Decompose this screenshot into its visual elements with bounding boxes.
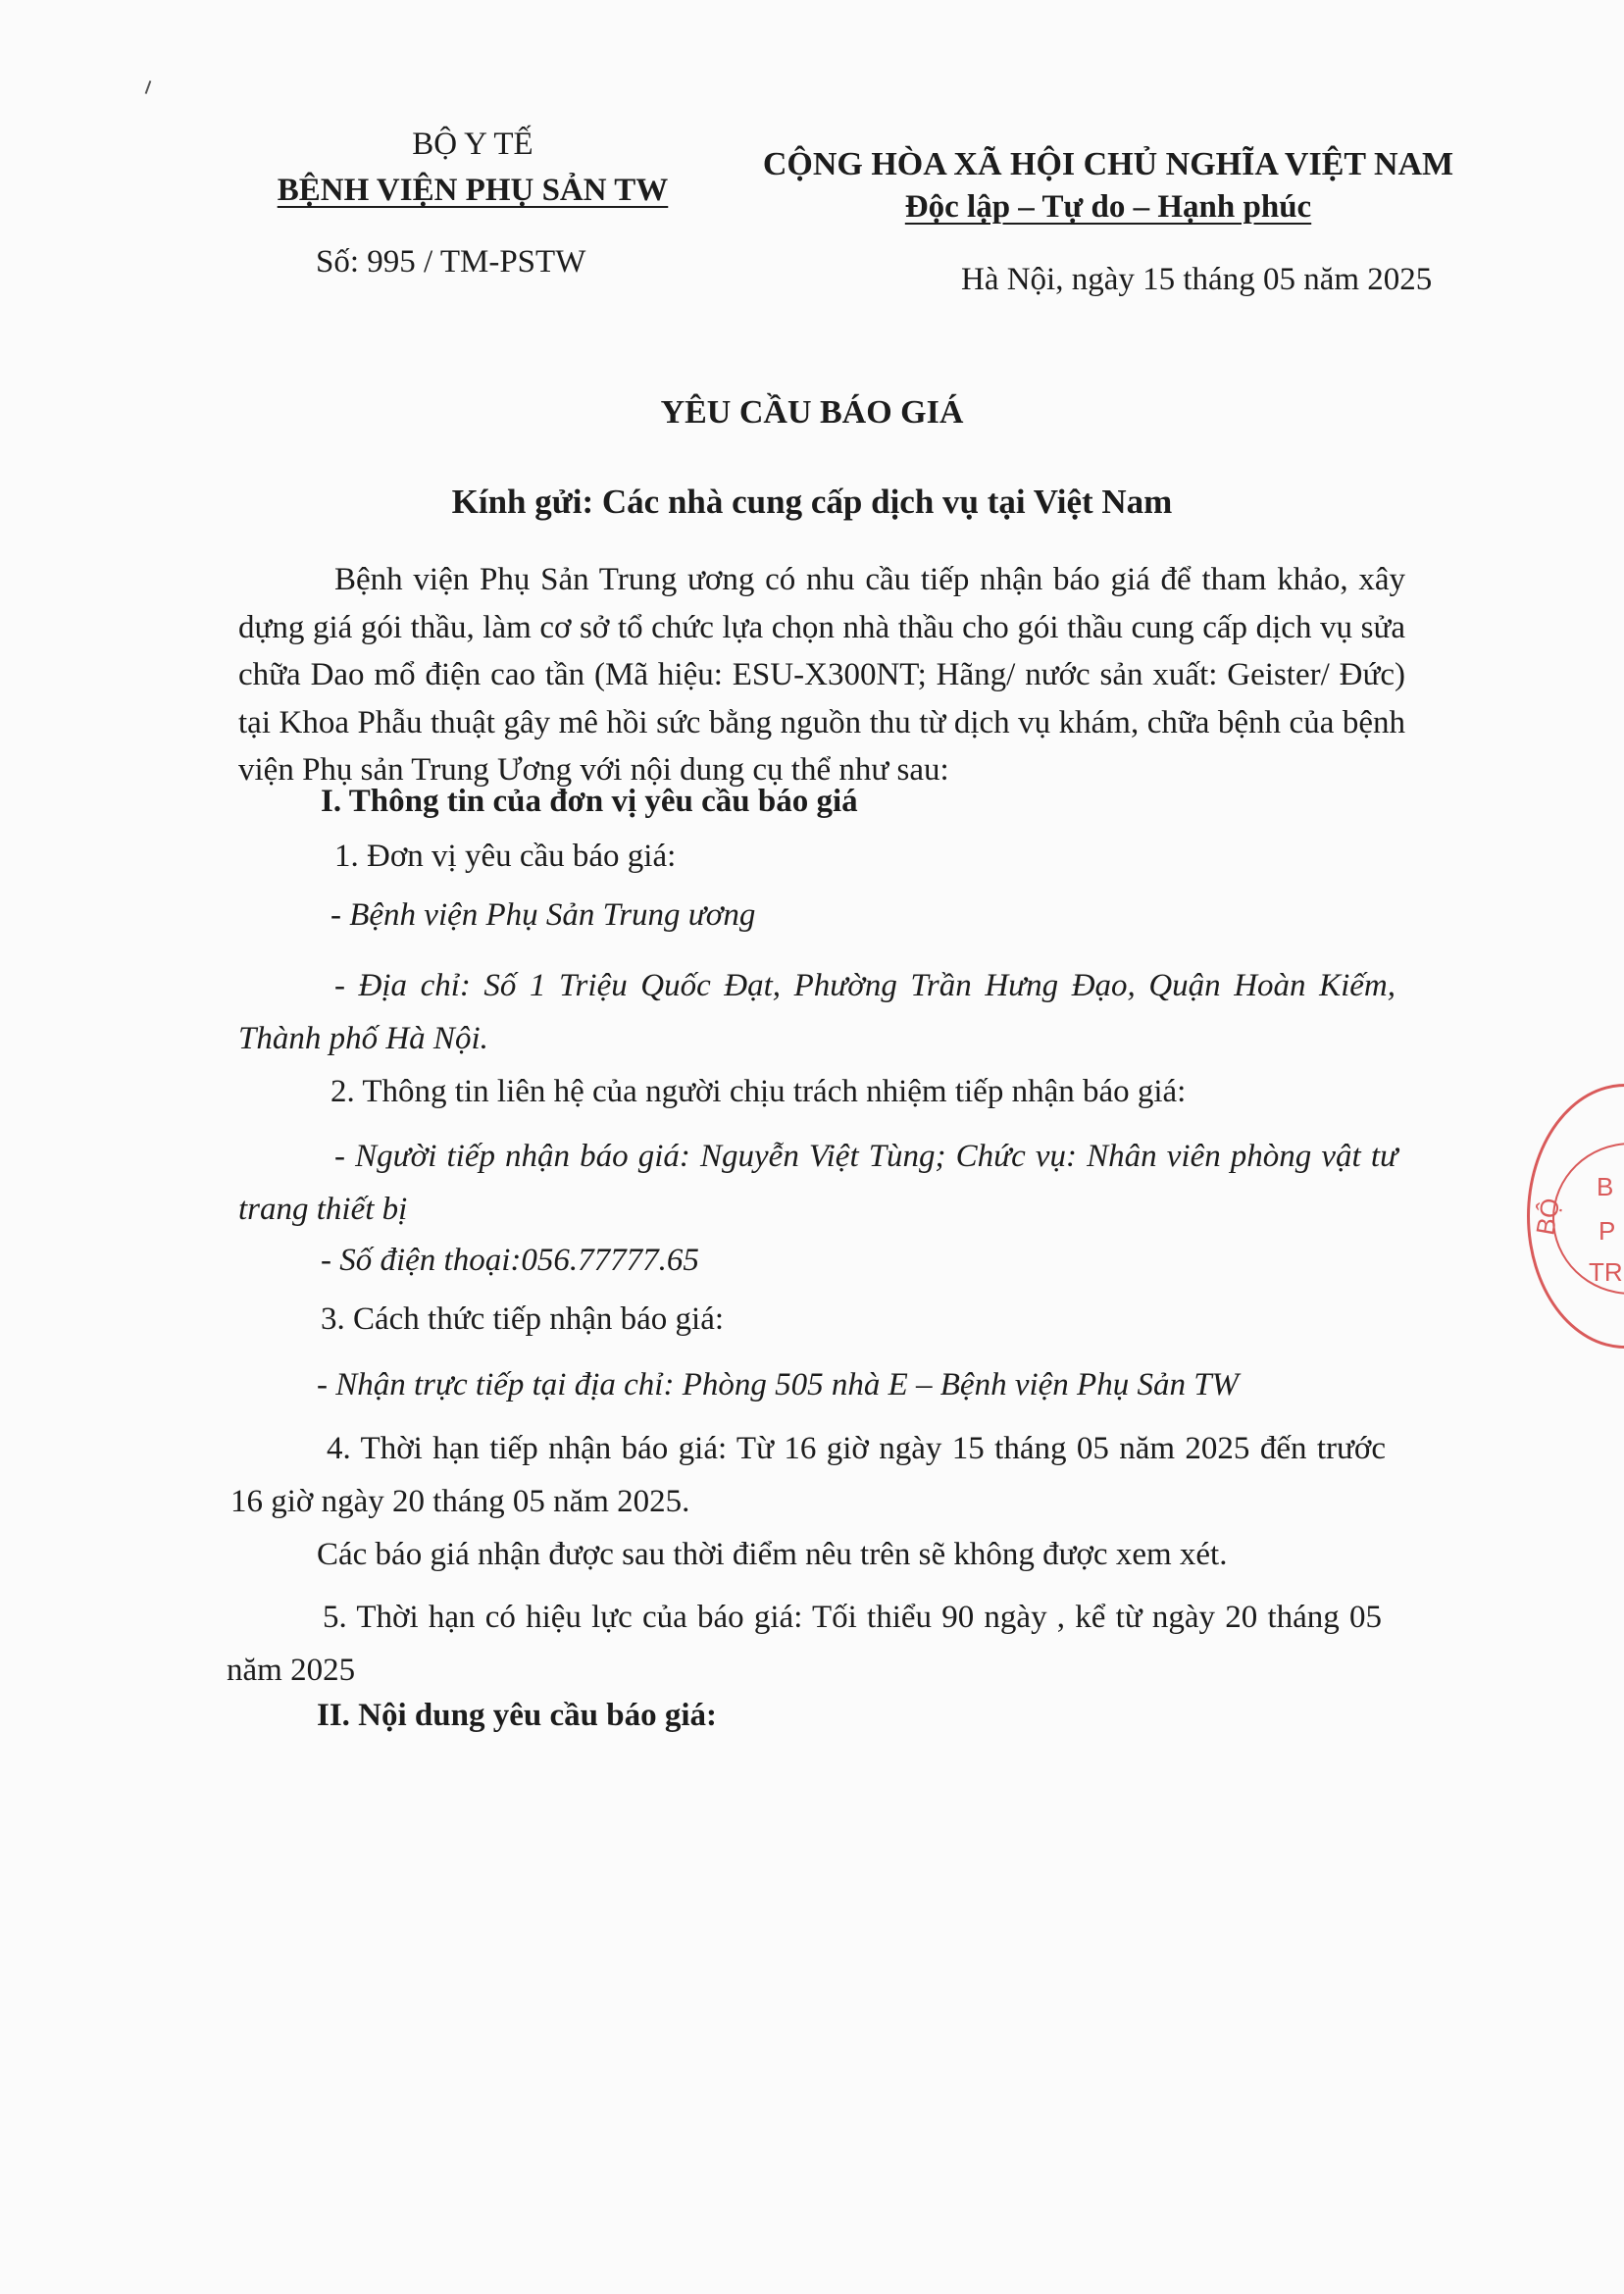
place-date: Hà Nội, ngày 15 tháng 05 năm 2025	[961, 262, 1433, 297]
receive-method: - Nhận trực tiếp tại địa chỉ: Phòng 505 nhà E – Bệnh viện Phụ Sản TW	[317, 1367, 1240, 1402]
unit-address: - Địa chỉ: Số 1 Triệu Quốc Đạt, Phường Trần Hưng Đạo, Quận Hoàn Kiếm, Thành phố Hà Nội.	[238, 968, 1396, 1056]
section-1-item-3: 3. Cách thức tiếp nhận báo giá:	[321, 1301, 725, 1337]
stamp-text-d: TR	[1589, 1257, 1623, 1287]
section-1-heading: I. Thông tin của đơn vị yêu cầu báo giá	[321, 784, 858, 819]
section-2-heading: II. Nội dung yêu cầu báo giá:	[317, 1698, 718, 1733]
document-title: YÊU CẦU BÁO GIÁ	[660, 394, 964, 431]
section-1-item-4: 4. Thời hạn tiếp nhận báo giá: Từ 16 giờ ngày 15 tháng 05 năm 2025 đến trước 16 giờ ngày 20 tháng 05 năm 2025.	[230, 1431, 1386, 1519]
section-1-item-2: 2. Thông tin liên hệ của người chịu trách nhiệm tiếp nhận báo giá:	[330, 1074, 1187, 1109]
contact-person: - Người tiếp nhận báo giá: Nguyễn Việt Tùng; Chức vụ: Nhân viên phòng vật tư trang thiết bị	[238, 1139, 1397, 1227]
nation-title: CỘNG HÒA XÃ HỘI CHỦ NGHĨA VIỆT NAM	[762, 146, 1454, 182]
contact-phone: - Số điện thoại:056.77777.65	[321, 1243, 699, 1278]
ministry-name: BỘ Y TẾ	[412, 127, 533, 162]
late-quotation-note: Các báo giá nhận được sau thời điểm nêu trên sẽ không được xem xét.	[317, 1537, 1228, 1572]
intro-paragraph: Bệnh viện Phụ Sản Trung ương có nhu cầu tiếp nhận báo giá để tham khảo, xây dựng giá gói thầu, làm cơ sở tổ chức lựa chọn nhà thầu cho gói thầu cung cấp dịch vụ sửa chữa Dao mổ điện cao tần (Mã hiệu: ESU-X300NT; Hãng/ nước sản xuất: Geister/ Đức) tại Khoa Phẫu thuật gây mê hồi sức bằng nguồn thu từ dịch vụ khám, chữa bệnh của bệnh viện Phụ sản Trung Ương với nội dung cụ thể như sau:	[238, 562, 1405, 788]
section-1-item-1: 1. Đơn vị yêu cầu báo giá:	[334, 839, 677, 874]
stamp-text-a: BỘ	[1530, 1196, 1566, 1238]
section-1-item-5: 5. Thời hạn có hiệu lực của báo giá: Tối thiểu 90 ngày , kể từ ngày 20 tháng 05 năm 2025	[227, 1600, 1382, 1688]
nation-motto: Độc lập – Tự do – Hạnh phúc	[904, 189, 1312, 225]
document-number: Số: 995 / TM-PSTW	[316, 244, 586, 280]
unit-name: - Bệnh viện Phụ Sản Trung ương	[330, 897, 756, 933]
scan-mark	[145, 80, 152, 94]
salutation: Kính gửi: Các nhà cung cấp dịch vụ tại Việt Nam	[451, 483, 1173, 521]
hospital-name: BỆNH VIỆN PHỤ SẢN TW	[277, 173, 669, 208]
stamp-text-c: P	[1599, 1216, 1616, 1246]
stamp-text-b: B	[1597, 1172, 1614, 1201]
